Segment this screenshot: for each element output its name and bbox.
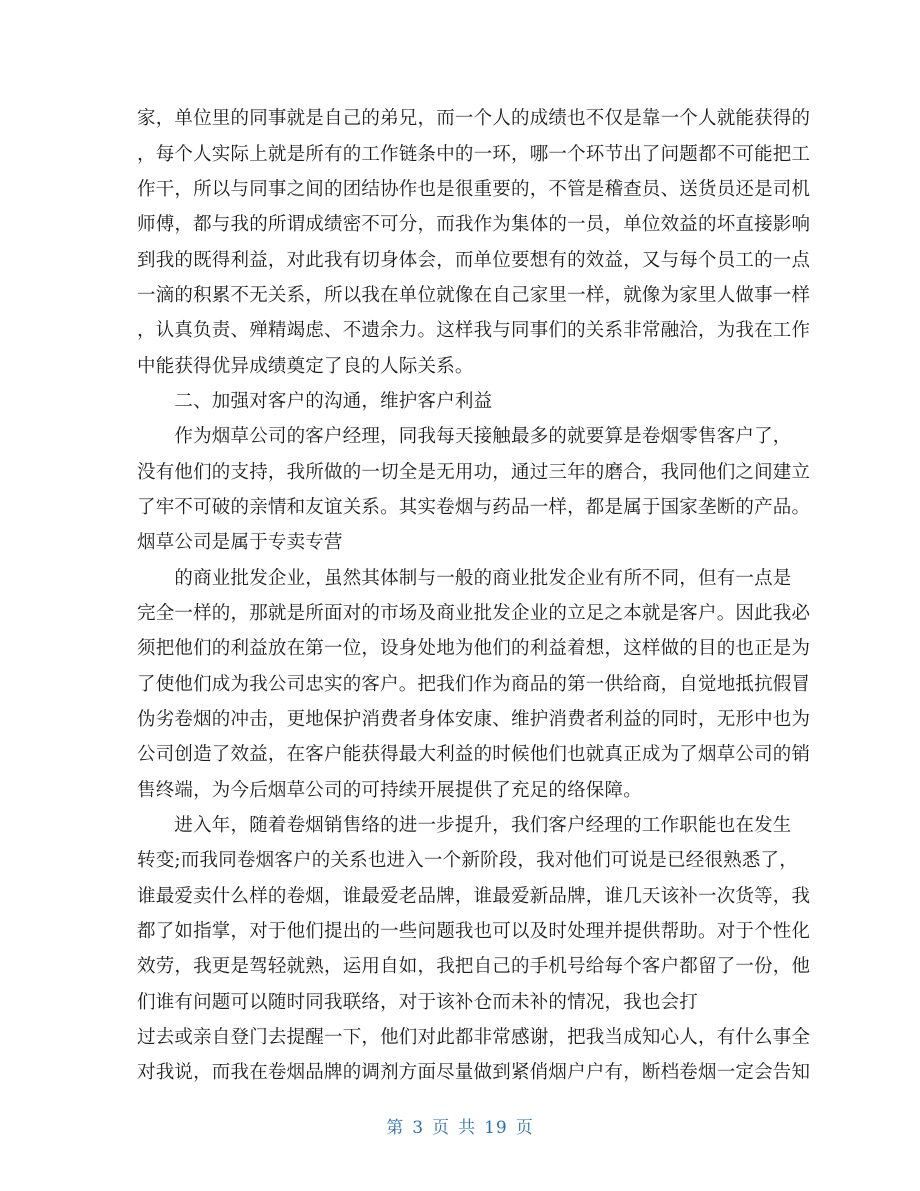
body-text-line: 的商业批发企业，虽然其体制与一般的商业批发企业有所不同，但有一点是 <box>137 568 792 589</box>
body-text-line: 公司创造了效益，在客户能获得最大利益的时候他们也就真正成为了烟草公司的销 <box>137 744 811 765</box>
body-text-line: 须把他们的利益放在第一位，设身处地为他们的利益着想，这样做的目的也正是为 <box>137 638 811 659</box>
body-text-line: 一滴的积累不无关系，所以我在单位就像在自己家里一样，就像为家里人做事一样 <box>137 285 811 306</box>
footer-word-gong: 共 <box>458 1118 477 1138</box>
body-text-line: 作为烟草公司的客户经理，同我每天接触最多的就要算是卷烟零售客户了， <box>137 426 792 447</box>
body-text-line: 作干，所以与同事之间的团结协作也是很重要的，不管是稽查员、送货员还是司机 <box>137 179 811 200</box>
body-text-line: 伪劣卷烟的冲击，更地保护消费者身体安康、维护消费者利益的同时，无形中也为 <box>137 709 811 730</box>
body-text-line: 中能获得优异成绩奠定了良的人际关系。 <box>137 356 474 377</box>
body-text-line: 转变;而我同卷烟客户的关系也进入一个新阶段，我对他们可说是已经很熟悉了， <box>137 850 798 871</box>
section-heading: 二、加强对客户的沟通，维护客户利益 <box>137 391 493 412</box>
body-text-line: 们谁有问题可以随时同我联络，对于该补仓而未补的情况，我也会打 <box>137 992 699 1013</box>
footer-word-di: 第 <box>386 1118 405 1138</box>
footer-word-ye-end: 页 <box>515 1118 534 1138</box>
body-text-line: 师傅，都与我的所谓成绩密不可分，而我作为集体的一员，单位效益的坏直接影响 <box>137 214 811 235</box>
body-text-line: 售终端，为今后烟草公司的可持续开展提供了充足的络保障。 <box>137 780 642 801</box>
body-text-line: 没有他们的支持，我所做的一切全是无用功，通过三年的磨合，我同他们之间建立 <box>137 462 811 483</box>
page-footer <box>0 1113 920 1138</box>
body-text-line: 都了如指掌，对于他们提出的一些问题我也可以及时处理并提供帮助。对于个性化 <box>137 921 811 942</box>
body-text-line: 过去或亲自登门去提醒一下，他们对此都非常感谢，把我当成知心人，有什么事全 <box>137 1027 811 1048</box>
body-text-line: 了牢不可破的亲情和友谊关系。其实卷烟与药品一样，都是属于国家垄断的产品。 <box>137 497 811 518</box>
current-page-number: 3 <box>412 1118 425 1138</box>
body-text-line: 效劳，我更是驾轻就熟，运用自如，我把自己的手机号给每个客户都留了一份，他 <box>137 956 811 977</box>
body-text-line: ，认真负责、殚精竭虑、不遗余力。这样我与同事们的关系非常融洽，为我在工作 <box>137 320 811 341</box>
footer-word-ye: 页 <box>432 1118 451 1138</box>
body-text-line: 完全一样的，那就是所面对的市场及商业批发企业的立足之本就是客户。因此我必 <box>137 603 811 624</box>
body-text-line: 谁最爱卖什么样的卷烟，谁最爱老品牌，谁最爱新品牌，谁几天该补一次货等，我 <box>137 886 811 907</box>
body-text-line: 烟草公司是属于专卖专营 <box>137 532 343 553</box>
body-text-line: 进入年，随着卷烟销售络的进一步提升，我们客户经理的工作职能也在发生 <box>137 815 792 836</box>
total-page-count: 19 <box>484 1118 508 1138</box>
body-text-line: 了使他们成为我公司忠实的客户。把我们作为商品的第一供给商，自觉地抵抗假冒 <box>137 674 811 695</box>
body-text-line: ，每个人实际上就是所有的工作链条中的一环，哪一个环节出了问题都不可能把工 <box>137 144 811 165</box>
body-text-line: 到我的既得利益，对此我有切身体会，而单位要想有的效益，又与每个员工的一点 <box>137 250 811 271</box>
body-text-line: 家，单位里的同事就是自己的弟兄，而一个人的成绩也不仅是靠一个人就能获得的 <box>137 108 811 129</box>
body-text-line: 对我说，而我在卷烟品牌的调剂方面尽量做到紧俏烟户户有，断档卷烟一定会告知 <box>137 1062 811 1083</box>
